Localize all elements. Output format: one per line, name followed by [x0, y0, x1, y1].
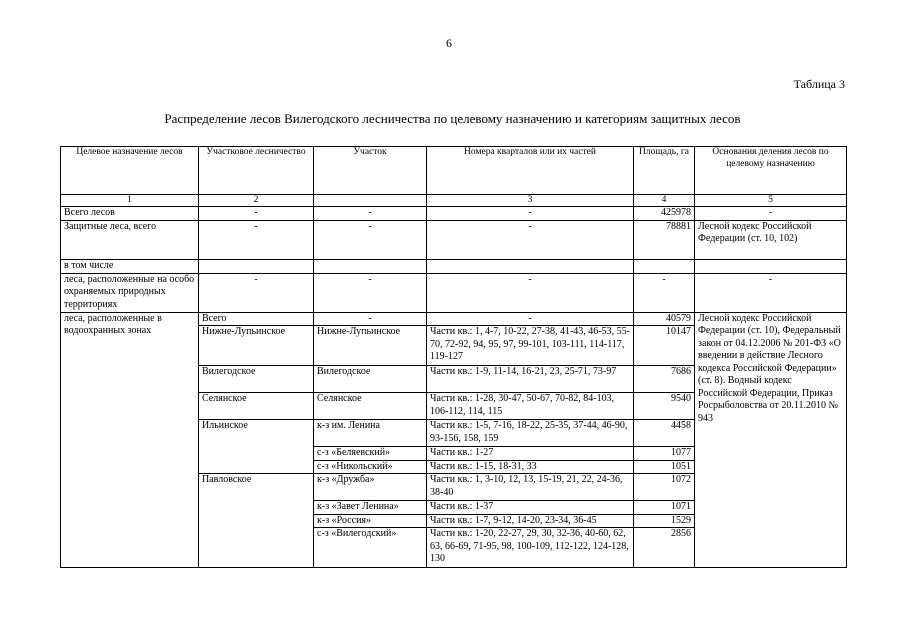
cell-unit: с-з «Беляевский» [314, 447, 427, 461]
cell-quarters: Части кв.: 1-27 [427, 447, 634, 461]
cell-purpose: в том числе [61, 259, 199, 273]
cell-area: 7686 [634, 366, 695, 393]
cell-quarters: Части кв.: 1-37 [427, 501, 634, 515]
cell-quarters: Части кв.: 1-9, 11-14, 16-21, 23, 25-71, 73-97 [427, 366, 634, 393]
cell-quarters: Части кв.: 1, 3-10, 12, 13, 15-19, 21, 22, 24-36, 38-40 [427, 474, 634, 501]
cell-purpose: леса, расположенные в водоохранных зонах [61, 312, 199, 568]
header-basis: Основания деления лесов по целевому назначению [695, 147, 847, 195]
cell-forestry: - [199, 207, 314, 221]
cell-purpose: Всего лесов [61, 207, 199, 221]
column-number: 1 [61, 195, 199, 207]
cell-unit: к-з «Дружба» [314, 474, 427, 501]
cell-quarters: Части кв.: 1-20, 22-27, 29, 30, 32-36, 40-60, 62, 63, 66-69, 71-95, 98, 100-109, 112-122, 124-128, 130 [427, 528, 634, 568]
cell-basis: Лесной кодекс Российской Федерации (ст. 10, 102) [695, 220, 847, 259]
cell-empty [695, 259, 847, 273]
cell-unit: Вилегодское [314, 366, 427, 393]
cell-forestry: Всего [199, 312, 314, 326]
cell-empty [314, 259, 427, 273]
table-row-water-total [61, 312, 847, 326]
cell-quarters: Части кв.: 1-15, 18-31, 33 [427, 460, 634, 474]
header-area-unit: Участок [314, 147, 427, 195]
cell-unit: - [314, 312, 427, 326]
cell-unit: - [314, 220, 427, 259]
cell-quarters: - [427, 207, 634, 221]
table-row-including [61, 259, 847, 273]
table-label: Таблица 3 [793, 77, 845, 91]
cell-unit: - [314, 273, 427, 312]
cell-basis: Лесной кодекс Российской Федерации (ст. 10), Федеральный закон от 04.12.2006 № 201-ФЗ «О введении в действие Лесного кодекса Российской Федерации» (ст. 8). Водный кодекс Российской Федерации, Приказ Росрыболовства от 20.11.2010 № 943 [695, 312, 847, 568]
cell-quarters: Части кв.: 1-7, 9-12, 14-20, 23-34, 36-45 [427, 514, 634, 528]
cell-quarters: - [427, 220, 634, 259]
cell-forestry: - [199, 273, 314, 312]
column-number-row [61, 195, 847, 207]
cell-quarters: - [427, 273, 634, 312]
column-number: 5 [695, 195, 847, 207]
cell-unit: - [314, 207, 427, 221]
cell-area: 1077 [634, 447, 695, 461]
cell-area: 1529 [634, 514, 695, 528]
cell-quarters: Части кв.: 1, 4-7, 10-22, 27-38, 41-43, 46-53, 55-70, 72-92, 94, 95, 97, 99-101, 103-111, 114-117, 119-127 [427, 326, 634, 366]
cell-quarters: - [427, 312, 634, 326]
column-number: 4 [634, 195, 695, 207]
cell-empty [427, 259, 634, 273]
column-number [314, 195, 427, 207]
cell-area: 2856 [634, 528, 695, 568]
cell-area: - [634, 273, 695, 312]
document-title: Распределение лесов Вилегодского лесничества по целевому назначению и категориям защитных лесов [164, 111, 741, 126]
cell-quarters: Части кв.: 1-5, 7-16, 18-22, 25-35, 37-44, 46-90, 93-156, 158, 159 [427, 420, 634, 447]
cell-quarters: Части кв.: 1-28, 30-47, 50-67, 70-82, 84-103, 106-112, 114, 115 [427, 393, 634, 420]
table-row-protective [61, 220, 847, 259]
cell-forestry: Павловское [199, 474, 314, 568]
cell-purpose: Защитные леса, всего [61, 220, 199, 259]
cell-unit: Нижне-Лупьинское [314, 326, 427, 366]
header-purpose: Целевое назначение лесов [61, 147, 199, 195]
cell-unit: к-з «Россия» [314, 514, 427, 528]
cell-forestry: Селянское [199, 393, 314, 420]
cell-forestry: - [199, 220, 314, 259]
cell-purpose: леса, расположенные на особо охраняемых природных территориях [61, 273, 199, 312]
cell-unit: к-з «Завет Ленина» [314, 501, 427, 515]
cell-unit: с-з «Никольский» [314, 460, 427, 474]
cell-forestry: Вилегодское [199, 366, 314, 393]
column-number: 2 [199, 195, 314, 207]
cell-unit: Селянское [314, 393, 427, 420]
table-header-row [61, 147, 847, 195]
table-row-total [61, 207, 847, 221]
cell-area: 1072 [634, 474, 695, 501]
cell-area: 9540 [634, 393, 695, 420]
cell-area: 425978 [634, 207, 695, 221]
table-row-protected-areas [61, 273, 847, 312]
cell-area: 4458 [634, 420, 695, 447]
cell-area: 10147 [634, 326, 695, 366]
cell-empty [199, 259, 314, 273]
cell-unit: с-з «Вилегодский» [314, 528, 427, 568]
page-number: 6 [446, 36, 452, 50]
cell-area: 78881 [634, 220, 695, 259]
cell-forestry: Ильинское [199, 420, 314, 474]
header-quarters: Номера кварталов или их частей [427, 147, 634, 195]
column-number: 3 [427, 195, 634, 207]
cell-area: 1071 [634, 501, 695, 515]
cell-basis: - [695, 207, 847, 221]
header-forestry: Участковое лесничество [199, 147, 314, 195]
cell-area: 1051 [634, 460, 695, 474]
cell-unit: к-з им. Ленина [314, 420, 427, 447]
header-area: Площадь, га [634, 147, 695, 195]
cell-basis: - [695, 273, 847, 312]
cell-forestry: Нижне-Лупьинское [199, 326, 314, 366]
cell-area: 40579 [634, 312, 695, 326]
forest-distribution-table [60, 146, 847, 568]
cell-empty [634, 259, 695, 273]
